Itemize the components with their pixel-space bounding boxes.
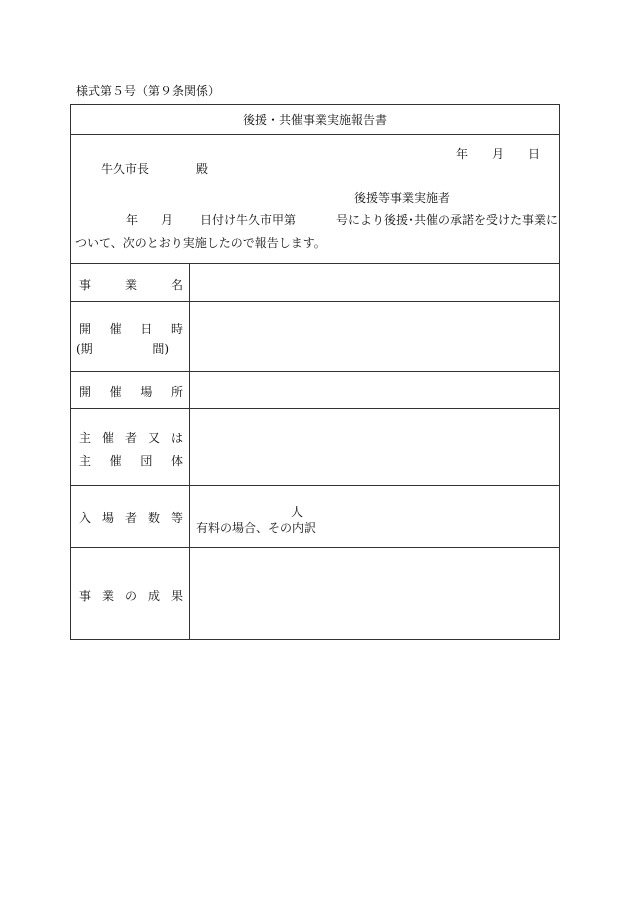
label-attendance: 入 場 者 数 等 — [79, 511, 183, 525]
attendance-unit: 人 — [291, 505, 304, 519]
form-title-row — [71, 105, 559, 135]
body-approval-ref: 日付け牛久市甲第 — [200, 213, 297, 227]
label-organizer: 主 催 者 又 は — [79, 431, 183, 445]
row-divider — [71, 371, 559, 372]
addressee-name: 牛久市長 — [101, 162, 150, 176]
report-form — [70, 104, 560, 640]
date-day: 日 — [528, 147, 541, 161]
row-divider — [71, 408, 559, 409]
addressee-honorific: 殿 — [196, 162, 209, 176]
label-event-period: (期 間) — [76, 342, 169, 356]
label-event-date: 開 催 日 時 — [79, 322, 183, 336]
label-organizing-body: 主 催 団 体 — [79, 454, 183, 468]
date-month: 月 — [492, 147, 505, 161]
form-number: 様式第５号（第９条関係） — [76, 84, 221, 98]
body-text-1: 号により後援･共催の承諾を受けた事業に — [336, 213, 559, 227]
label-column-divider — [189, 263, 190, 639]
reporter-label: 後援等事業実施者 — [354, 191, 451, 205]
attendance-note: 有料の場合、その内訳 — [196, 521, 317, 535]
label-results: 事 業 の 成 果 — [79, 589, 183, 603]
label-venue: 開 催 場 所 — [79, 385, 183, 399]
label-event-name: 事 業 名 — [79, 278, 183, 292]
form-title: 後援・共催事業実施報告書 — [242, 113, 387, 127]
body-year: 年 — [126, 213, 139, 227]
body-text-2: ついて、次のとおり実施したので報告します。 — [75, 236, 326, 250]
date-year: 年 — [456, 147, 469, 161]
row-divider — [71, 485, 559, 486]
row-divider — [71, 301, 559, 302]
header-divider — [71, 263, 559, 264]
row-divider — [71, 547, 559, 548]
body-month: 月 — [161, 213, 174, 227]
